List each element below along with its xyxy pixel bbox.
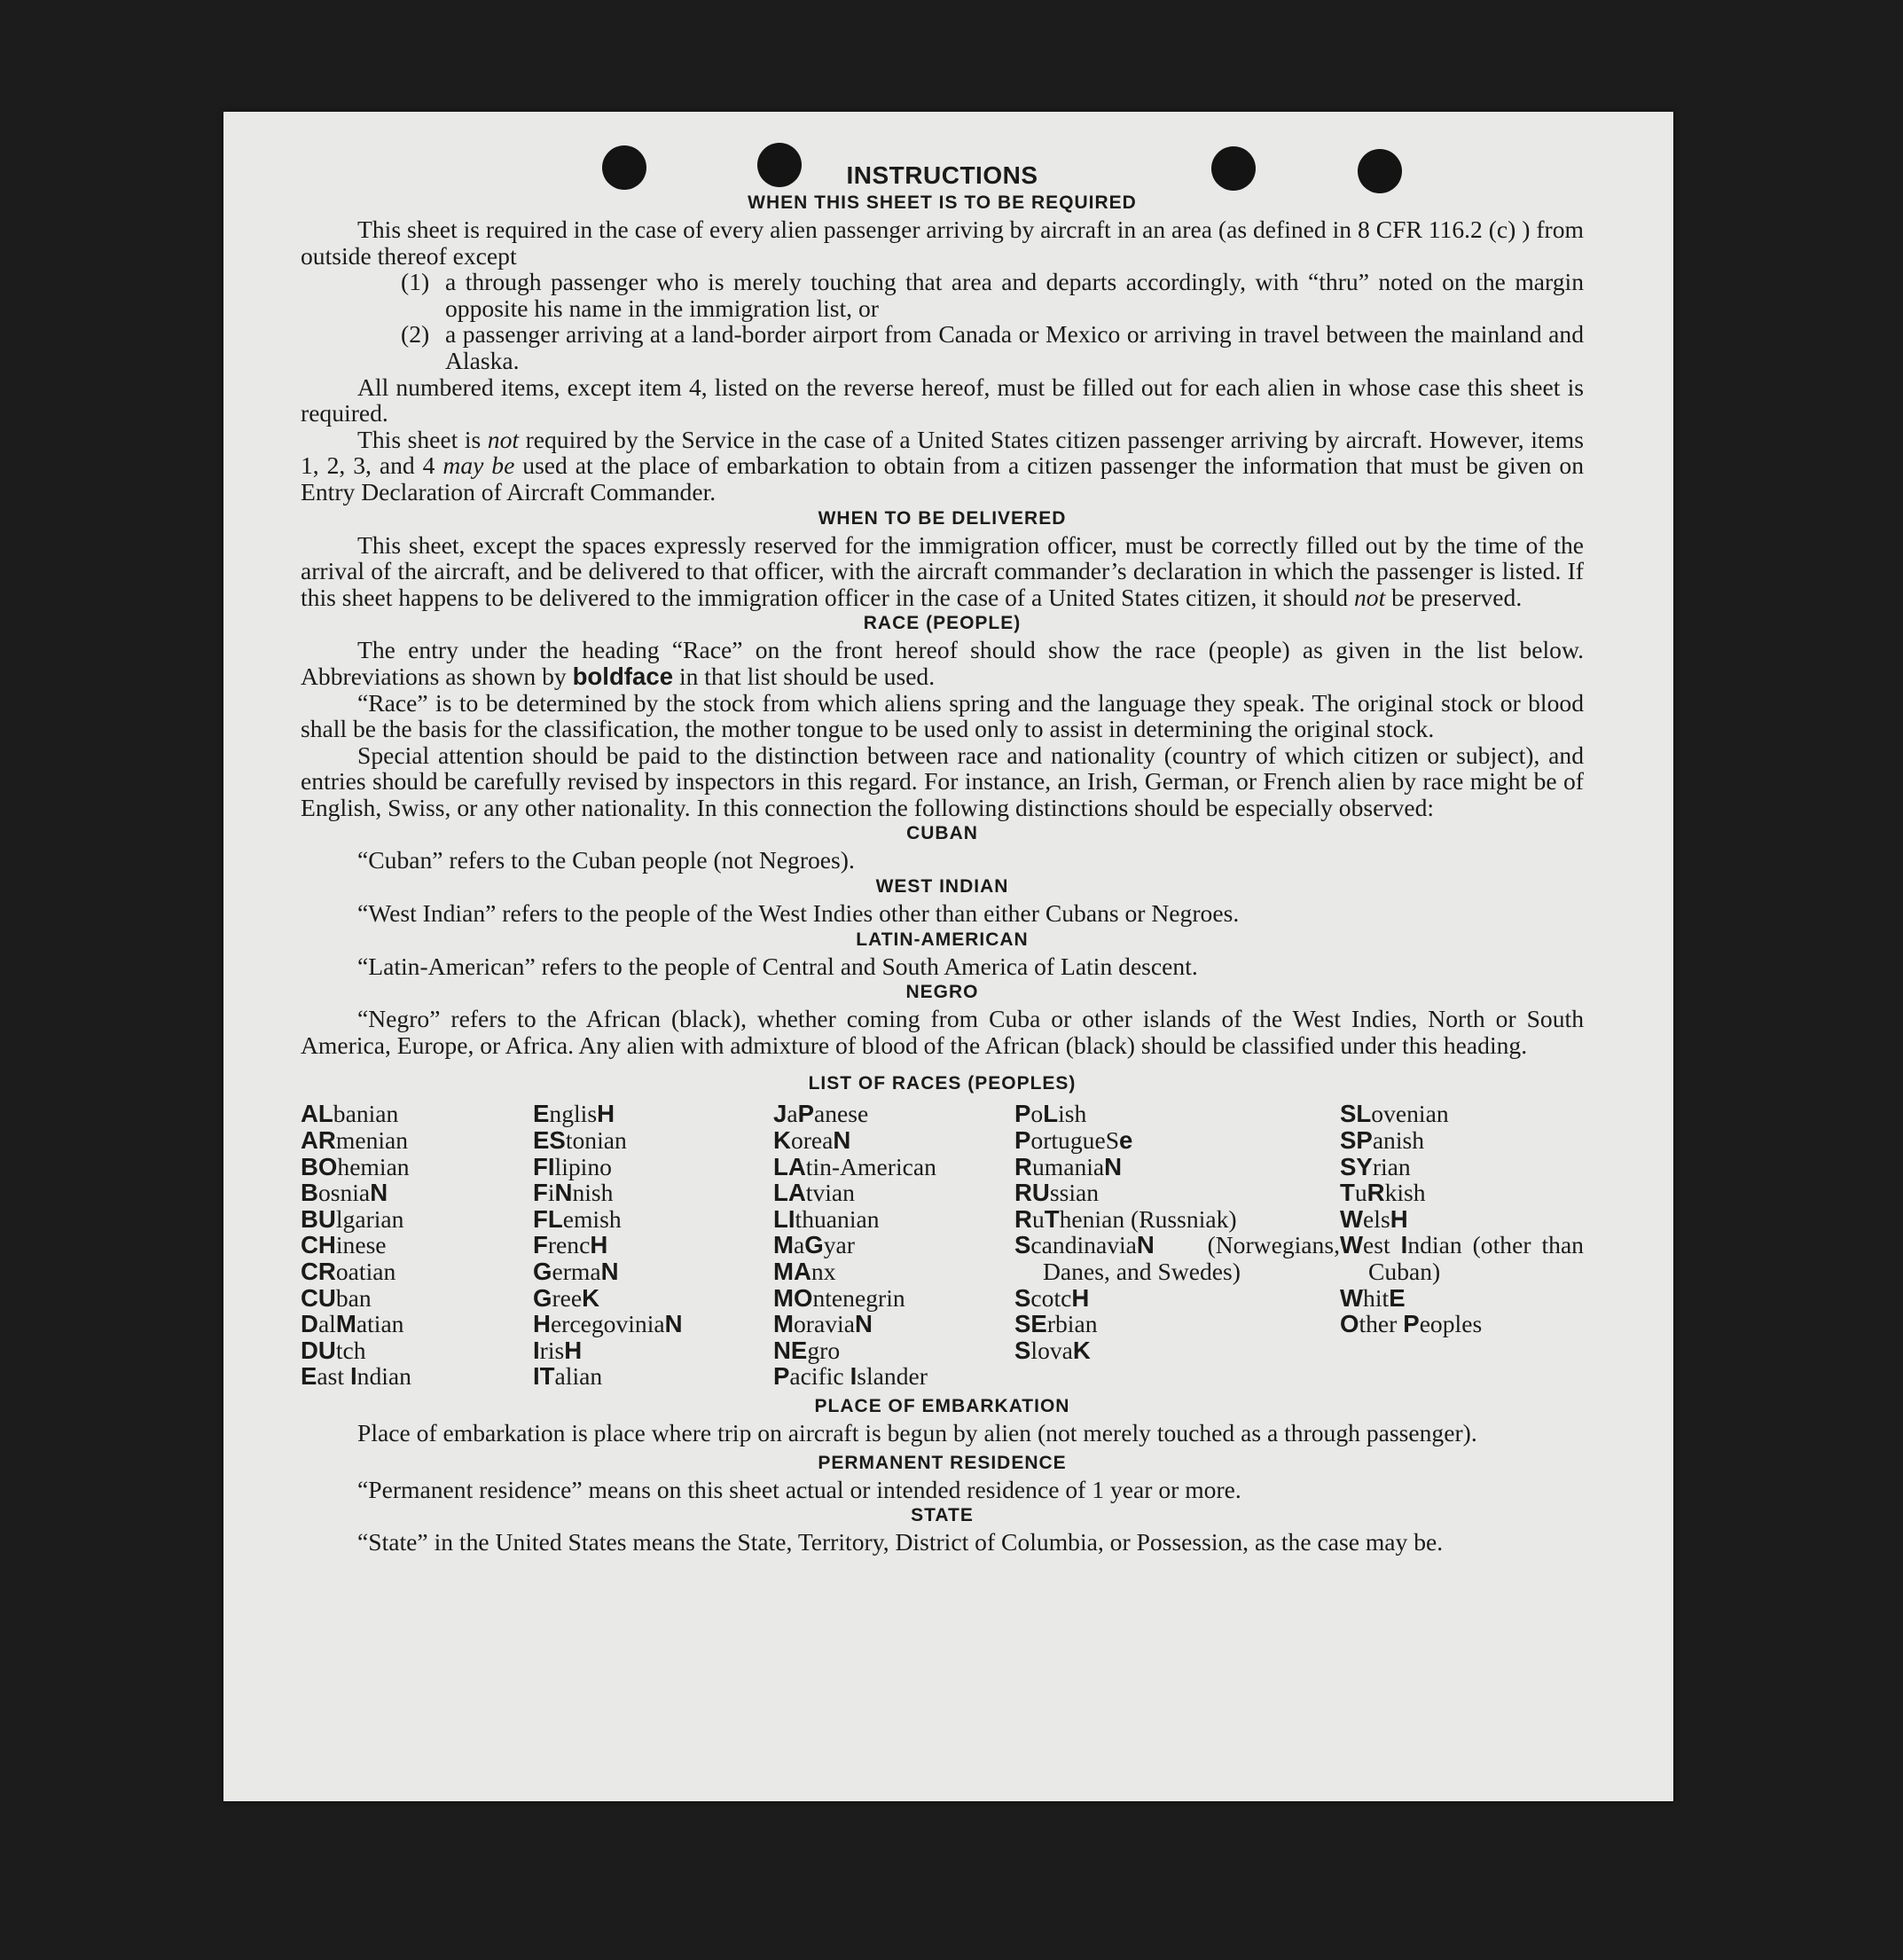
- section-heading: STATE: [911, 1505, 974, 1526]
- race-entry: DalMatian: [301, 1310, 404, 1338]
- race-entry: RumaniaN: [1014, 1152, 1123, 1180]
- race-entry: BOhemian: [301, 1152, 410, 1180]
- section-heading: PERMANENT RESIDENCE: [818, 1452, 1067, 1473]
- race-entry: RUssian: [1014, 1179, 1100, 1207]
- instructions-body: [301, 161, 1584, 1556]
- race-entry: SErbian: [1014, 1310, 1098, 1338]
- list-number: (2): [401, 320, 430, 349]
- paragraph: [301, 532, 1584, 611]
- section-heading: WEST INDIAN: [875, 876, 1009, 898]
- race-entry: SYrian: [1340, 1152, 1411, 1180]
- race-entry: MaGyar: [773, 1231, 855, 1259]
- section-heading: RACE (PEOPLE): [863, 613, 1022, 634]
- race-entry: Other Peoples: [1340, 1310, 1483, 1338]
- race-entry: Pacific Islander: [773, 1362, 928, 1391]
- race-entry: FIlipino: [533, 1152, 612, 1180]
- race-entry: MoraviaN: [773, 1310, 873, 1338]
- race-entry: LAtvian: [773, 1179, 855, 1207]
- race-entry: CHinese: [301, 1231, 387, 1259]
- race-entry: ARmenian: [301, 1126, 409, 1155]
- paragraph: This sheet is required in the case of every alien passenger arriving by aircraft in an area (as defined in 8 CFR 116.2 (c) ) from outside thereof except: [301, 216, 1584, 270]
- text-run-bold: boldface: [572, 662, 674, 690]
- race-column: [1014, 1101, 1340, 1390]
- race-entry: ScandinaviaN (Norwegians, Danes, and Swedes): [1014, 1231, 1340, 1285]
- race-column: [1340, 1101, 1584, 1390]
- race-entry: PoLish: [1014, 1100, 1087, 1128]
- paragraph: All numbered items, except item 4, listed on the reverse hereof, must be filled out for each alien in whose case this sheet is required.: [301, 372, 1584, 427]
- race-entry: MOntenegrin: [773, 1283, 905, 1312]
- race-entry: LAtin-American: [773, 1152, 936, 1180]
- text-run: in that list should be used.: [673, 662, 936, 690]
- paragraph: “Cuban” refers to the Cuban people (not Negroes).: [357, 846, 855, 874]
- paragraph: Special attention should be paid to the distinction between race and nationality (country of which citizen or subject), and entries should be carefully revised by inspectors in this regard. For instance, an Irish, German, or French alien by race might be of English, Swiss, or any other nationality. In this connection the following distinctions should be especially observed:: [301, 741, 1584, 821]
- section-heading: PLACE OF EMBARKATION: [814, 1395, 1070, 1416]
- list-item-text: a passenger arriving at a land-border airport from Canada or Mexico or arriving in travel between the mainland and Alaska.: [445, 320, 1584, 374]
- race-entry: TuRkish: [1340, 1179, 1426, 1207]
- race-entry: NEgro: [773, 1336, 841, 1364]
- race-column: [773, 1101, 1014, 1390]
- race-entry: ScotcH: [1014, 1283, 1090, 1312]
- race-entry: CRoatian: [301, 1258, 396, 1285]
- section-heading: WHEN TO BE DELIVERED: [818, 507, 1067, 529]
- race-entry: DUtch: [301, 1336, 366, 1364]
- text-run-italic: may be: [442, 451, 515, 480]
- text-run: used at the place of embarkation to obtain from a citizen passenger the information that must be given on Entry Declaration of Aircraft Commander.: [301, 451, 1584, 506]
- text-run: The entry under the heading “Race” on the front hereof should show the race (people) as given in the list below. Abbreviations as shown by: [301, 636, 1584, 690]
- paragraph: “Negro” refers to the African (black), whether coming from Cuba or other islands of the West Indies, North or South America, Europe, or Africa. Any alien with admixture of blood of the African (black) should be classified under this heading.: [301, 1005, 1584, 1059]
- race-entry: WelsH: [1340, 1204, 1408, 1233]
- race-entry: RuThenian (Russniak): [1014, 1204, 1237, 1233]
- race-entry: CUban: [301, 1283, 372, 1312]
- text-run: This sheet is: [357, 425, 488, 453]
- race-entry: GermaN: [533, 1258, 619, 1285]
- race-column: [301, 1101, 533, 1390]
- paragraph: “Race” is to be determined by the stock from which aliens spring and the language they speak. The original stock or blood shall be the basis for the classification, the mother tongue to be used only to assist in determining the original stock.: [301, 688, 1584, 743]
- race-entry: SLovenian: [1340, 1100, 1449, 1128]
- race-entry: SPanish: [1340, 1126, 1425, 1155]
- paragraph: “West Indian” refers to the people of the West Indies other than either Cubans or Negroes.: [357, 899, 1240, 928]
- paragraph: “Latin-American” refers to the people of Central and South America of Latin descent.: [357, 952, 1198, 980]
- list-item-text: a through passenger who is merely touching that area and departs accordingly, with “thru” noted on the margin opposite his name in the immigration list, or: [445, 268, 1584, 322]
- race-entry: JaPanese: [773, 1100, 869, 1128]
- race-entry: HercegoviniaN: [533, 1310, 683, 1338]
- list-number: (1): [401, 268, 430, 296]
- paragraph: [301, 637, 1584, 689]
- race-entry: BUlgarian: [301, 1204, 404, 1233]
- list-item: [301, 321, 1584, 373]
- text-run: This sheet, except the spaces expressly reserved for the immigration officer, must be correctly filled out by the time of the arrival of the aircraft, and be delivered to that officer, with the aircraft commander’s declaration in which the passenger is listed. If this sheet happens to be delivered to the immigration officer in the case of a United States citizen, it should: [301, 530, 1584, 611]
- race-entry: WhitE: [1340, 1283, 1406, 1312]
- section-heading: CUBAN: [906, 823, 978, 844]
- document-page: [223, 112, 1673, 1801]
- race-entry: EnglisH: [533, 1100, 615, 1128]
- race-entry: MAnx: [773, 1258, 836, 1285]
- race-entry: FiNnish: [533, 1179, 614, 1207]
- race-entry: GreeK: [533, 1283, 600, 1312]
- race-list: [301, 1101, 1584, 1390]
- section-heading: LIST OF RACES (PEOPLES): [808, 1073, 1077, 1094]
- race-entry: ALbanian: [301, 1100, 399, 1128]
- paragraph: [301, 427, 1584, 506]
- text-run-italic: not: [487, 425, 520, 453]
- race-entry: West Indian (other than Cuban): [1340, 1231, 1584, 1285]
- text-run-italic: not: [1354, 583, 1386, 611]
- race-entry: PortugueSe: [1014, 1126, 1133, 1155]
- page-title: INSTRUCTIONS: [846, 161, 1038, 189]
- text-run: required by the Service in the case of a United States citizen passenger arriving by aircraft. However, items 1, 2, 3, and 4: [301, 425, 1585, 480]
- race-entry: FLemish: [533, 1204, 622, 1233]
- paragraph: “Permanent residence” means on this sheet actual or intended residence of 1 year or more.: [357, 1475, 1241, 1503]
- race-column: [533, 1101, 773, 1390]
- race-entry: SlovaK: [1014, 1336, 1091, 1364]
- list-item: [301, 269, 1584, 321]
- race-entry: East Indian: [301, 1362, 411, 1391]
- section-heading: WHEN THIS SHEET IS TO BE REQUIRED: [748, 192, 1137, 213]
- race-entry: EStonian: [533, 1126, 627, 1155]
- race-entry: KoreaN: [773, 1126, 851, 1155]
- race-entry: IrisH: [533, 1336, 583, 1364]
- text-run: be preserved.: [1385, 583, 1523, 611]
- race-entry: FrencH: [533, 1231, 608, 1259]
- race-entry: BosniaN: [301, 1179, 388, 1207]
- section-heading: LATIN-AMERICAN: [856, 929, 1029, 950]
- paragraph: Place of embarkation is place where trip on aircraft is begun by alien (not merely touched as a through passenger).: [357, 1418, 1477, 1446]
- section-heading: NEGRO: [905, 982, 979, 1003]
- paragraph: “State” in the United States means the State, Territory, District of Columbia, or Possession, as the case may be.: [357, 1528, 1444, 1556]
- race-entry: ITalian: [533, 1362, 603, 1391]
- race-entry: LIthuanian: [773, 1204, 880, 1233]
